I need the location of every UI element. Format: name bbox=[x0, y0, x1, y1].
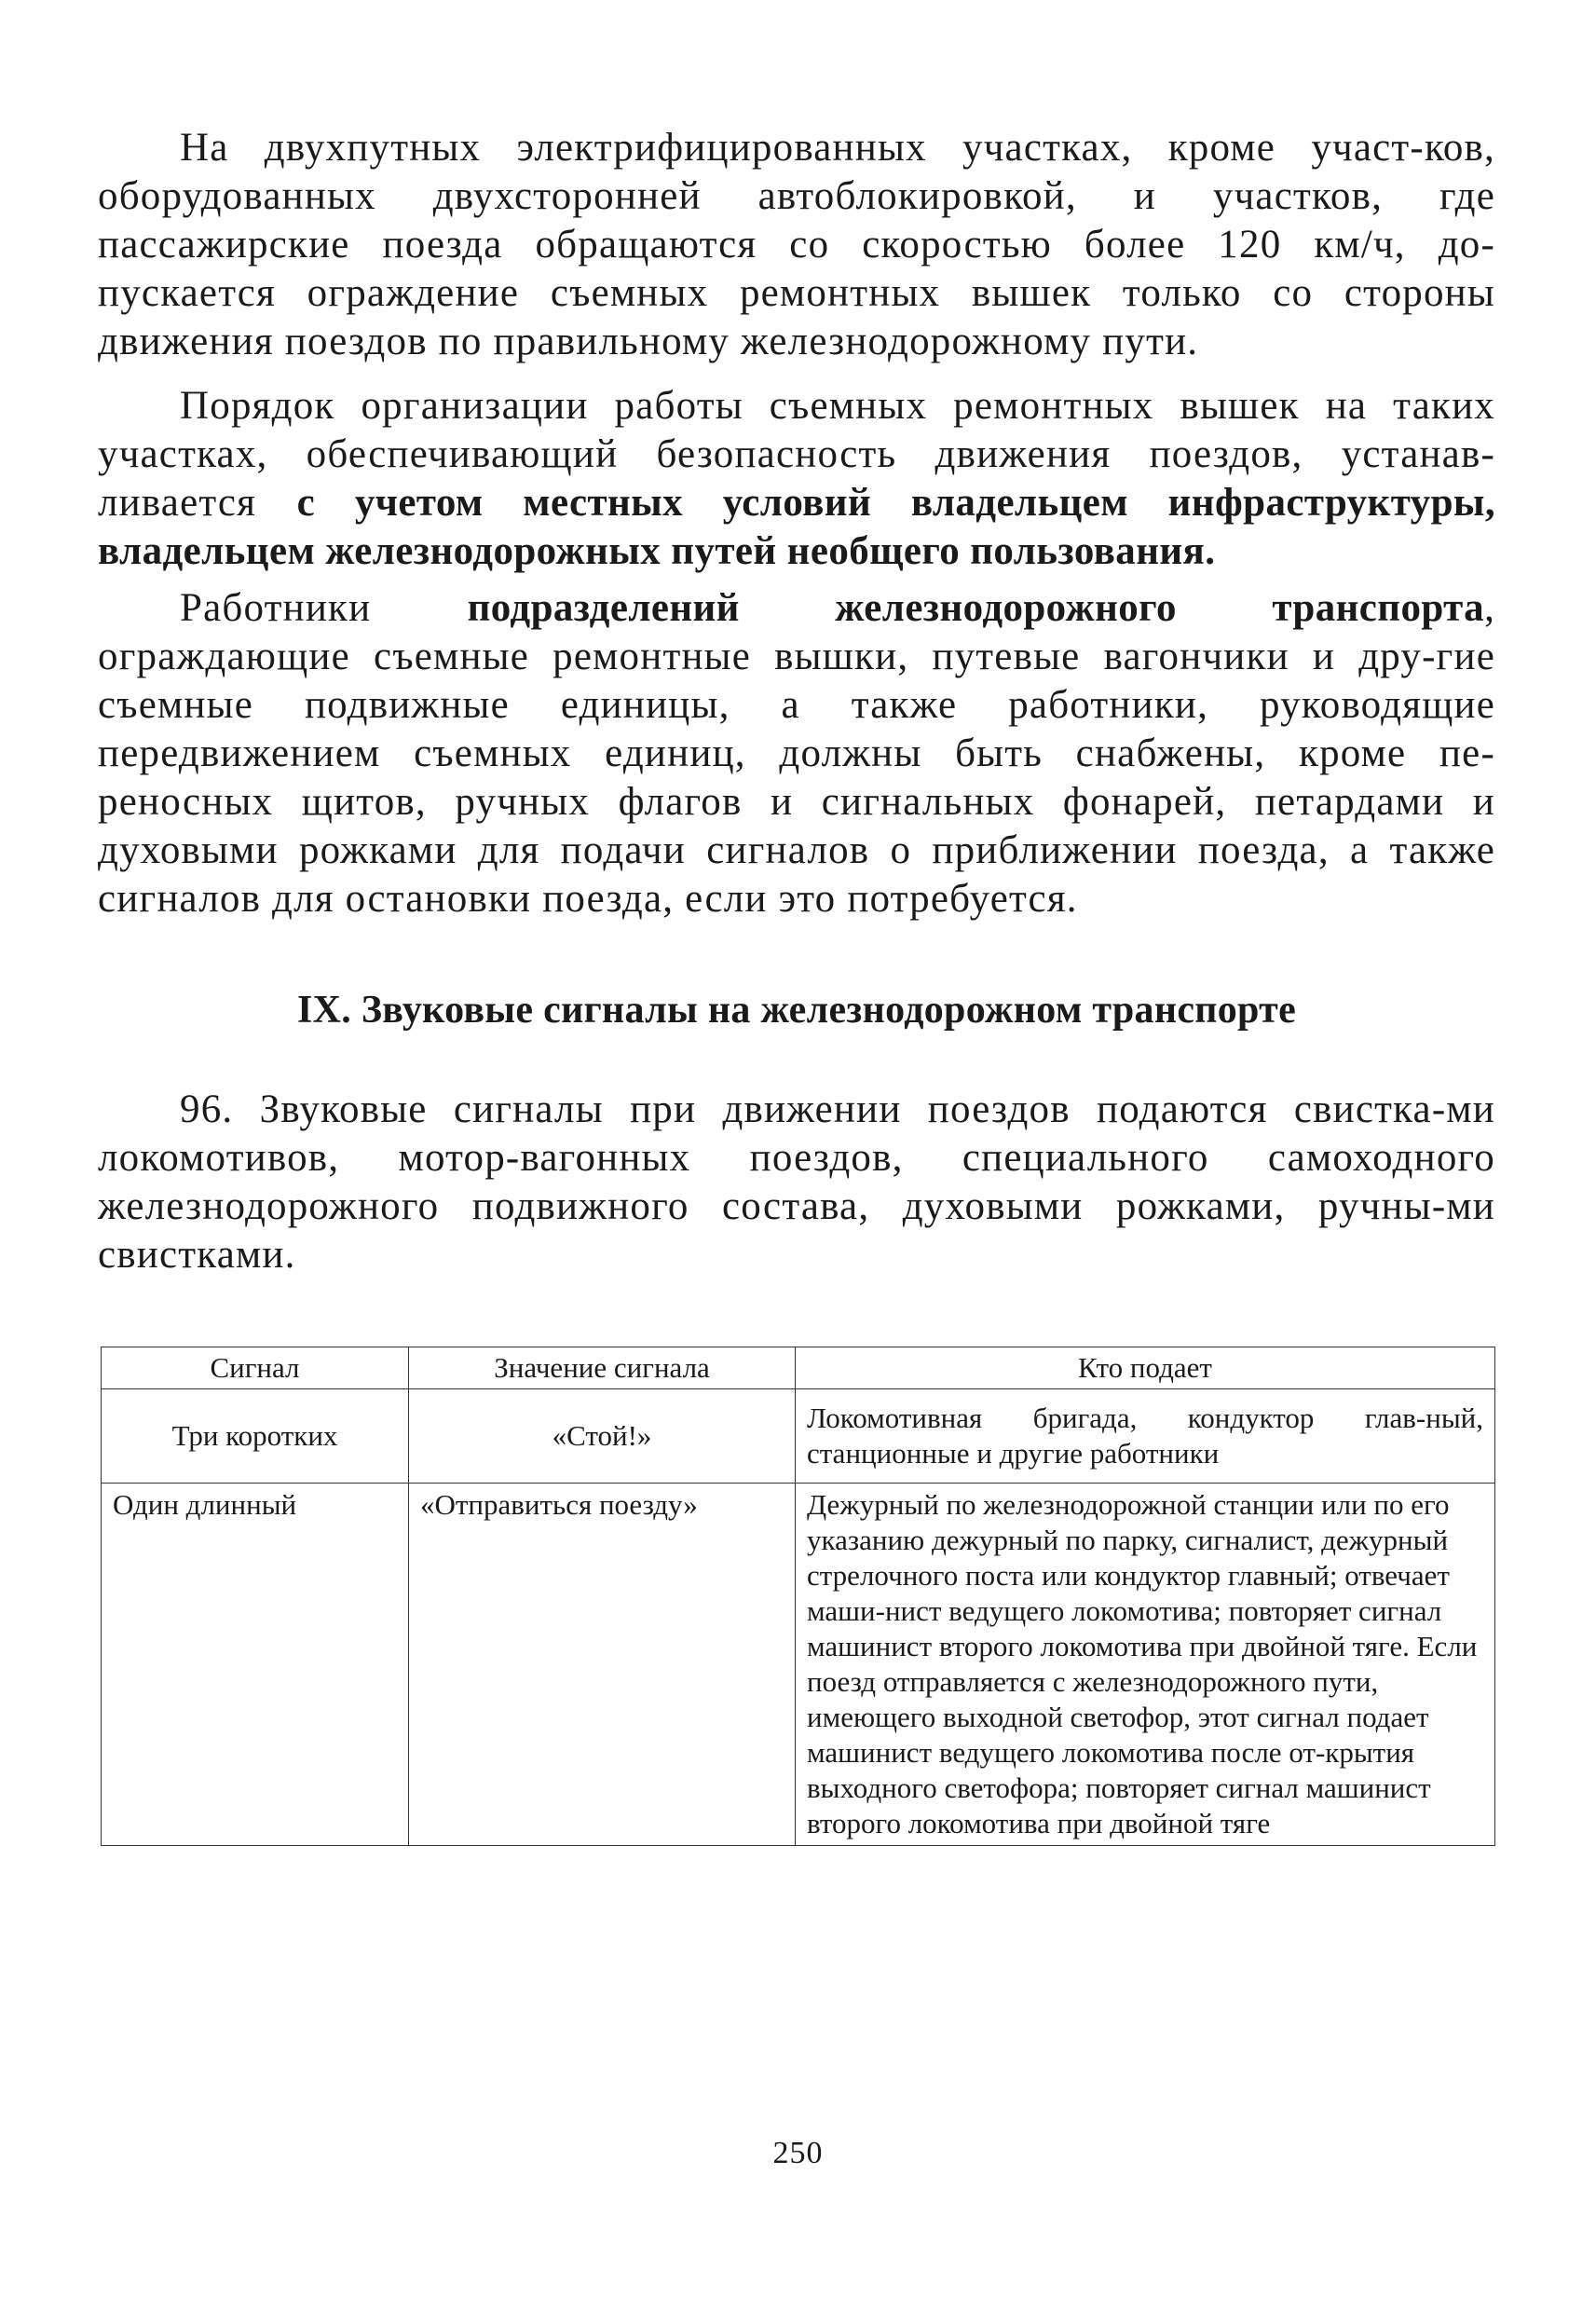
cell-who: Локомотивная бригада, кондуктор глав-ный, станционные и другие работники bbox=[796, 1389, 1495, 1484]
paragraph-text: , ограждающие съемные ремонтные вышки, путевые вагончики и дру-гие съемные подвижные единицы, а также работники, руководящие передвижением съемных единиц, должны быть снабжены, кроме пе-реносных щитов, ручных флагов и сигнальных фонарей, петардами и духовыми рожками для подачи сигналов о приближении поезда, а также сигналов для остановки поезда, если это потребуется. bbox=[98, 586, 1496, 921]
cell-meaning: «Отправиться поезду» bbox=[409, 1484, 796, 1846]
paragraph-work-organization bbox=[98, 382, 1495, 576]
cell-who: Дежурный по железнодорожной станции или по его указанию дежурный по парку, сигналист, дежурный стрелочного поста или кондуктор главный; отвечает маши-нист ведущего локомотива; повторяет сигнал машинист второго локомотива при двойной тяге. Если поезд отправляется с железнодорожного пути, имеющего выходной светофор, этот сигнал подает машинист ведущего локомотива после от-крытия выходного светофора; повторяет сигнал машинист второго локомотива при двойной тяге bbox=[796, 1484, 1495, 1846]
paragraph-workers-equipment bbox=[98, 584, 1495, 923]
cell-meaning: «Стой!» bbox=[409, 1389, 796, 1484]
paragraph-96-sound-signals: 96. Звуковые сигналы при движении поездов подаются свистка-ми локомотивов, мотор-вагонных поездов, специального самоходного железнодорожного подвижного состава, духовыми рожками, ручны-ми свистками. bbox=[98, 1087, 1495, 1277]
header-signal: Сигнал bbox=[102, 1347, 409, 1389]
header-meaning: Значение сигнала bbox=[409, 1347, 796, 1389]
bold-text: подразделений железнодорожного транспорта bbox=[467, 586, 1485, 630]
paragraph-text: Работники bbox=[180, 586, 468, 630]
table-header-row bbox=[102, 1347, 1495, 1389]
table-row bbox=[102, 1389, 1495, 1484]
page-number: 250 bbox=[772, 2136, 824, 2170]
paragraph-electrified-sections: На двухпутных электрифицированных участках, кроме участ-ков, оборудованных двухсторонней автоблокировкой, и участков, где пассажирские поезда обращаются со скоростью более 120 км/ч, до-пускается ограждение съемных ремонтных вышек только со стороны движения поездов по правильному железнодорожному пути. bbox=[98, 126, 1495, 363]
paragraph-text: Порядок организации работы съемных ремонтных вышек на таких участках, обеспечивающий безопасность движения поездов, устанав-ливается bbox=[98, 384, 1495, 525]
section-heading: IX. Звуковые сигналы на железнодорожном транспорте bbox=[296, 989, 1297, 1032]
table-row bbox=[102, 1484, 1495, 1846]
cell-signal: Три коротких bbox=[102, 1389, 409, 1484]
signals-table bbox=[101, 1347, 1495, 1846]
cell-signal: Один длинный bbox=[102, 1484, 409, 1846]
header-who: Кто подает bbox=[796, 1347, 1495, 1389]
bold-text: с учетом местных условий владельцем инфраструктуры, владельцем железнодорожных путей необщего пользования. bbox=[98, 481, 1496, 573]
